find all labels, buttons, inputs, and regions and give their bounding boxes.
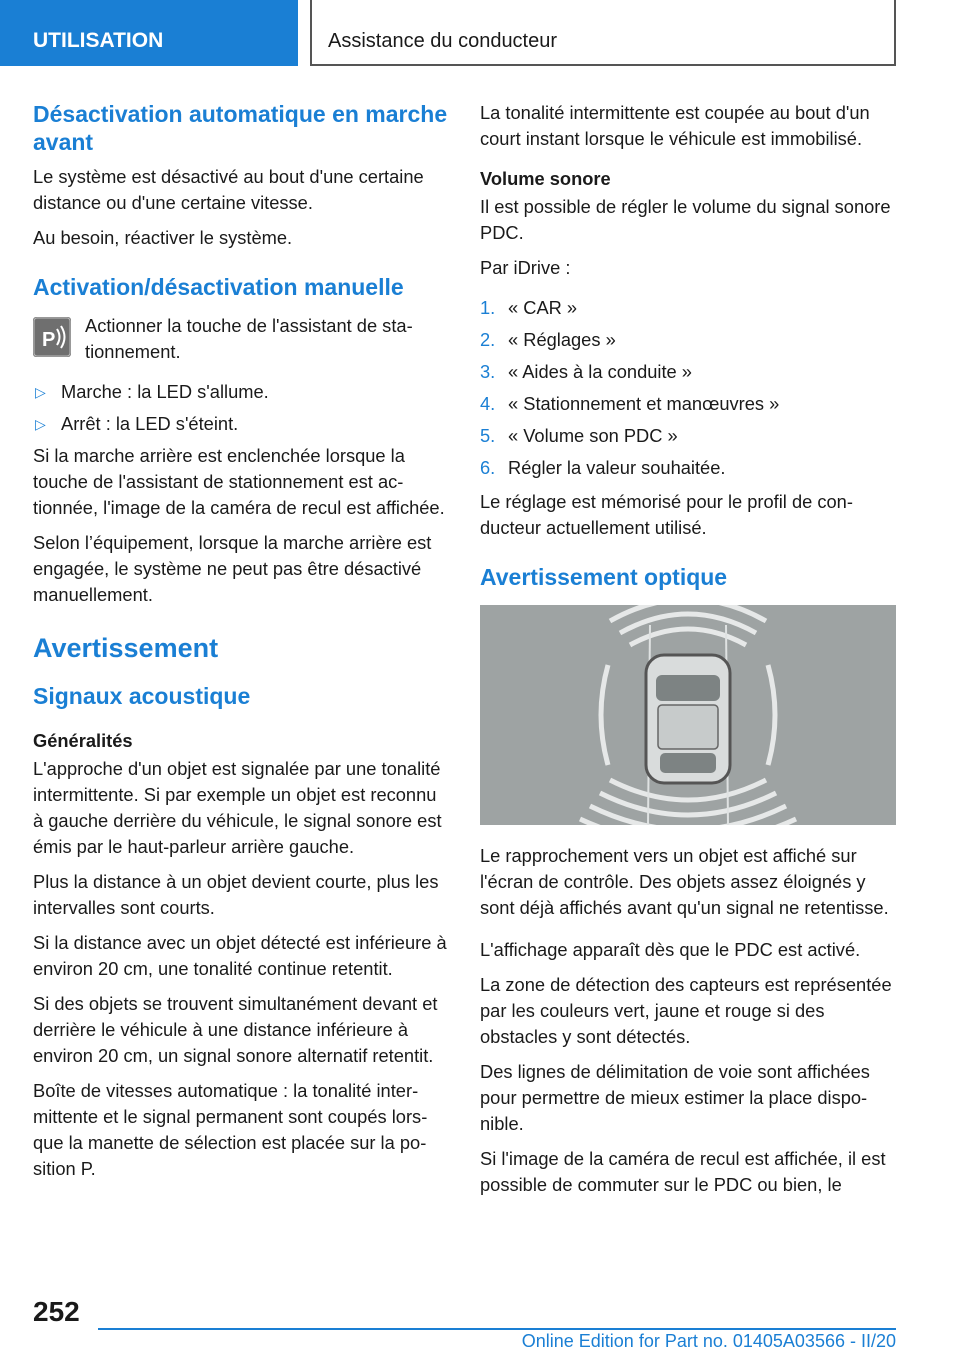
paragraph: Il est possible de régler le volume du signal sonore PDC. xyxy=(480,196,891,243)
list-item: 4. « Stationnement et manœuvres » xyxy=(480,393,780,414)
right-column xyxy=(480,100,896,1207)
list-item: 3. « Aides à la conduite » xyxy=(480,361,692,382)
paragraph: La tonalité intermittente est coupée au bout d'un court instant lorsque le véhicule est immobilisé. xyxy=(480,102,870,149)
edition-text: Online Edition for Part no. 01405A03566 - II/20 xyxy=(521,1331,896,1351)
list-item: ▷ Marche : la LED s'allume. xyxy=(33,379,449,405)
paragraph: Le réglage est mémorisé pour le profil de conducteur actuellement utilisé. xyxy=(480,491,853,538)
section-tab: UTILISATION xyxy=(0,0,298,66)
paragraph: Si des objets se trouvent simultanément devant et derrière le véhicule à une distance inférieure à environ 20 cm, un signal sonore alternatif retentit. xyxy=(33,993,438,1066)
left-column xyxy=(33,100,449,1191)
heading-volume: Volume sonore xyxy=(480,168,611,189)
heading-auto-deactivation: Désactivation automatique en marche avant xyxy=(33,101,448,155)
idrive-steps xyxy=(480,295,896,481)
paragraph: Plus la distance à un objet devient courte, plus les intervalles sont courts. xyxy=(33,871,439,918)
triangle-bullet-icon: ▷ xyxy=(35,384,46,400)
paragraph: L'approche d'un objet est signalée par une tonalité intermittente. Si par exemple un objet est reconnu à gauche derrière du véhicule, le signal sonore est émis par le haut-parleur arrière gauche. xyxy=(33,758,442,857)
heading-general: Généralités xyxy=(33,730,133,751)
list-item: ▷ Arrêt : la LED s'éteint. xyxy=(33,411,449,437)
list-item: 5. « Volume son PDC » xyxy=(480,425,678,446)
paragraph: La zone de détection des capteurs est représentée par les couleurs vert, jaune et rouge si des obstacles y sont détectés. xyxy=(480,974,892,1047)
icon-instruction-text: Actionner la touche de l'assistant de stationnement. xyxy=(85,315,413,362)
led-status-list xyxy=(33,379,449,437)
chapter-tab: Assistance du conducteur xyxy=(310,0,896,66)
list-item: 1. « CAR » xyxy=(480,297,578,318)
paragraph: Selon l’équipement, lorsque la marche arrière est engagée, le système ne peut pas être désactivé manuellement. xyxy=(33,532,432,605)
heading-manual-activation: Activation/désactivation manuelle xyxy=(33,274,404,300)
heading-warning: Avertissement xyxy=(33,633,219,663)
list-item: 2. « Réglages » xyxy=(480,329,616,350)
heading-acoustic-signals: Signaux acoustique xyxy=(33,683,251,709)
footer-divider xyxy=(98,1328,896,1330)
paragraph: L'affichage apparaît dès que le PDC est activé. xyxy=(480,939,861,960)
paragraph: Par iDrive : xyxy=(480,257,571,278)
page-number: 252 xyxy=(33,1296,80,1327)
paragraph: Boîte de vitesses automatique : la tonalité intermittente et le signal permanent sont coupés lorsque la manette de sélection est placée sur la position P. xyxy=(33,1080,428,1179)
paragraph: Le rapprochement vers un objet est affiché sur l'écran de contrôle. Des objets assez éloignés y sont déjà affichés avant qu'un signal ne retentisse. xyxy=(480,845,889,918)
list-item: 6. Régler la valeur souhaitée. xyxy=(480,457,726,478)
icon-instruction xyxy=(33,313,449,365)
triangle-bullet-icon: ▷ xyxy=(35,416,46,432)
page-header xyxy=(0,0,960,66)
svg-text:P: P xyxy=(42,329,56,351)
paragraph: Si l'image de la caméra de recul est affichée, il est possible de commuter sur le PDC ou bien, le xyxy=(480,1148,886,1195)
heading-optical-warning: Avertissement optique xyxy=(480,564,728,590)
paragraph: Si la marche arrière est enclenchée lorsque la touche de l'assistant de stationnement est actionnée, l'image de la caméra de recul est affichée. xyxy=(33,445,445,518)
paragraph: Des lignes de délimitation de voie sont affichées pour permettre de mieux estimer la place disponible. xyxy=(480,1061,870,1134)
parking-assist-button-icon xyxy=(33,317,71,357)
paragraph: Au besoin, réactiver le système. xyxy=(33,227,293,248)
paragraph: Si la distance avec un objet détecté est inférieure à environ 20 cm, une tonalité continue retentit. xyxy=(33,932,447,979)
paragraph: Le système est désactivé au bout d'une certaine distance ou d'une certaine vitesse. xyxy=(33,166,424,213)
pdc-display-illustration xyxy=(480,605,896,825)
